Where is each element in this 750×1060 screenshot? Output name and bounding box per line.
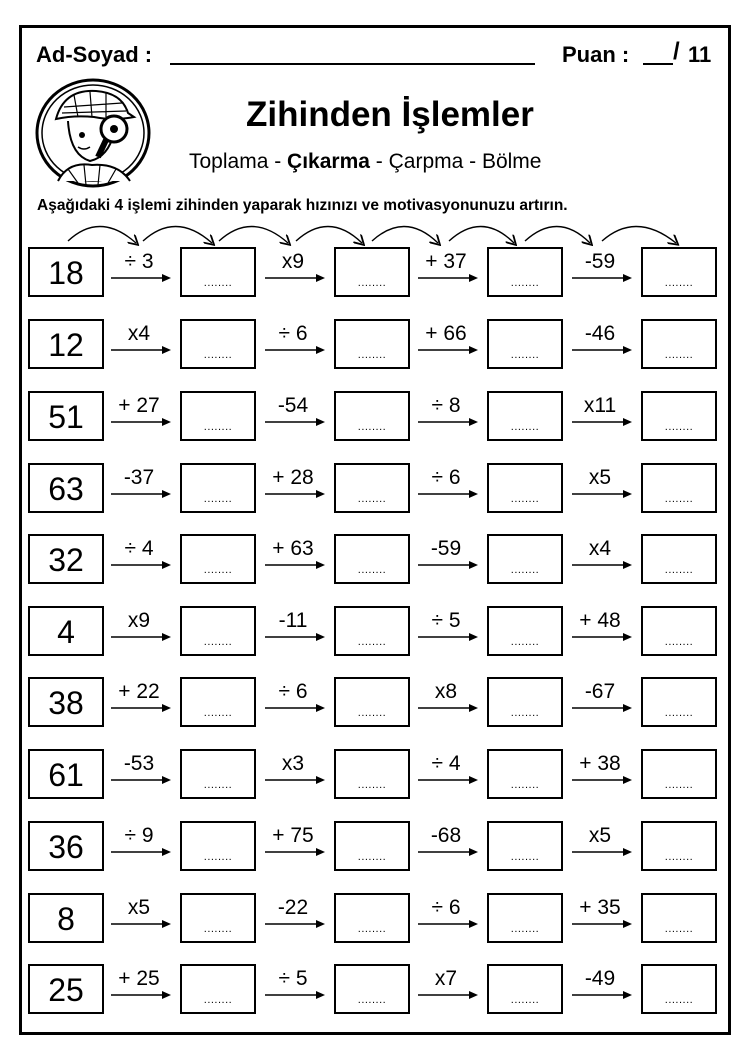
answer-placeholder: ........ [510,707,540,719]
right-arrow-icon [571,989,633,1001]
operation-label: ÷ 6 [431,466,461,489]
score-input-line[interactable] [643,63,673,65]
score-slash: / [673,38,680,65]
right-arrow-icon [417,918,479,930]
answer-placeholder: ........ [664,636,694,648]
answer-placeholder: ........ [357,636,387,648]
answer-box[interactable] [334,319,410,369]
right-arrow-icon [571,344,633,356]
answer-placeholder: ........ [203,421,233,433]
score-max: 11 [688,42,712,67]
answer-placeholder: ........ [510,349,540,361]
answer-box[interactable] [487,964,563,1014]
answer-placeholder: ........ [664,779,694,791]
exercise-row [0,893,750,945]
answer-box[interactable] [487,534,563,584]
answer-box[interactable] [641,319,717,369]
right-arrow-icon [417,702,479,714]
right-arrow-icon [264,416,326,428]
answer-placeholder: ........ [203,277,233,289]
operation-label: -53 [123,752,155,775]
name-label: Ad-Soyad : [36,42,153,67]
operation-label: x5 [588,824,612,847]
answer-box[interactable] [334,964,410,1014]
operation-label: x9 [127,609,151,632]
right-arrow-icon [264,272,326,284]
answer-box[interactable] [487,319,563,369]
answer-box[interactable] [641,893,717,943]
right-arrow-icon [571,846,633,858]
answer-placeholder: ........ [357,349,387,361]
answer-placeholder: ........ [510,636,540,648]
answer-box[interactable] [487,677,563,727]
answer-placeholder: ........ [203,349,233,361]
right-arrow-icon [110,344,172,356]
exercise-row [0,749,750,801]
start-number: 25 [28,964,104,1014]
answer-box[interactable] [180,391,256,441]
exercise-row [0,534,750,586]
answer-box[interactable] [334,606,410,656]
answer-box[interactable] [334,247,410,297]
start-number: 18 [28,247,104,297]
exercise-row [0,964,750,1016]
operation-label: + 35 [579,896,621,919]
operation-label: x4 [588,537,612,560]
answer-placeholder: ........ [203,923,233,935]
right-arrow-icon [571,488,633,500]
operation-label: -11 [278,609,308,632]
operation-label: + 22 [118,680,160,703]
right-arrow-icon [417,344,479,356]
operation-label: -46 [584,322,616,345]
operation-label: + 27 [118,394,160,417]
answer-box[interactable] [487,749,563,799]
exercise-row [0,677,750,729]
operation-label: -37 [123,466,155,489]
answer-placeholder: ........ [357,779,387,791]
answer-box[interactable] [487,391,563,441]
exercise-row [0,463,750,515]
operation-label: x3 [281,752,305,775]
right-arrow-icon [110,488,172,500]
answer-box[interactable] [334,821,410,871]
answer-placeholder: ........ [357,421,387,433]
operation-label: -59 [584,250,616,273]
right-arrow-icon [264,846,326,858]
right-arrow-icon [571,702,633,714]
right-arrow-icon [110,774,172,786]
operation-label: x8 [434,680,458,703]
operation-label: + 28 [272,466,314,489]
start-number: 4 [28,606,104,656]
operation-label: ÷ 9 [124,824,154,847]
operation-label: x5 [127,896,151,919]
operation-label: ÷ 4 [431,752,461,775]
right-arrow-icon [110,918,172,930]
operation-label: + 75 [272,824,314,847]
right-arrow-icon [110,416,172,428]
start-number: 32 [28,534,104,584]
answer-box[interactable] [180,964,256,1014]
operation-label: -59 [430,537,462,560]
operation-label: + 25 [118,967,160,990]
right-arrow-icon [264,559,326,571]
answer-box[interactable] [641,677,717,727]
subtitle-part-3: - Çarpma - Bölme [369,150,542,173]
answer-box[interactable] [487,893,563,943]
right-arrow-icon [417,272,479,284]
operation-label: ÷ 6 [278,680,308,703]
answer-placeholder: ........ [203,493,233,505]
operation-label: x9 [281,250,305,273]
operation-label: ÷ 6 [431,896,461,919]
answer-box[interactable] [180,749,256,799]
right-arrow-icon [110,631,172,643]
exercise-row [0,247,750,299]
right-arrow-icon [571,559,633,571]
start-number: 63 [28,463,104,513]
right-arrow-icon [110,989,172,1001]
answer-box[interactable] [180,463,256,513]
right-arrow-icon [110,846,172,858]
operation-label: x11 [583,394,617,417]
answer-placeholder: ........ [664,277,694,289]
right-arrow-icon [264,631,326,643]
operation-label: + 66 [425,322,467,345]
right-arrow-icon [264,918,326,930]
answer-placeholder: ........ [510,277,540,289]
right-arrow-icon [264,702,326,714]
answer-box[interactable] [180,821,256,871]
right-arrow-icon [264,774,326,786]
right-arrow-icon [417,488,479,500]
exercise-row [0,821,750,873]
right-arrow-icon [571,631,633,643]
answer-box[interactable] [180,247,256,297]
answer-placeholder: ........ [664,564,694,576]
answer-box[interactable] [180,319,256,369]
name-input-line[interactable] [170,63,535,65]
answer-placeholder: ........ [510,851,540,863]
page-subtitle [189,150,541,174]
operation-label: x4 [127,322,151,345]
answer-box[interactable] [641,534,717,584]
answer-box[interactable] [641,247,717,297]
right-arrow-icon [571,416,633,428]
answer-placeholder: ........ [203,564,233,576]
answer-box[interactable] [487,606,563,656]
start-number: 8 [28,893,104,943]
answer-box[interactable] [180,534,256,584]
answer-placeholder: ........ [203,779,233,791]
right-arrow-icon [417,989,479,1001]
answer-placeholder: ........ [664,994,694,1006]
exercise-row [0,391,750,443]
start-number: 36 [28,821,104,871]
operation-label: ÷ 3 [124,250,154,273]
answer-box[interactable] [334,749,410,799]
start-number: 51 [28,391,104,441]
start-number: 61 [28,749,104,799]
answer-box[interactable] [641,391,717,441]
answer-placeholder: ........ [357,564,387,576]
answer-placeholder: ........ [664,851,694,863]
right-arrow-icon [417,774,479,786]
answer-placeholder: ........ [357,277,387,289]
operation-label: x7 [434,967,458,990]
answer-box[interactable] [487,821,563,871]
answer-placeholder: ........ [664,493,694,505]
operation-label: + 63 [272,537,314,560]
right-arrow-icon [417,846,479,858]
exercise-row [0,606,750,658]
answer-box[interactable] [334,677,410,727]
operation-label: ÷ 5 [431,609,461,632]
right-arrow-icon [264,344,326,356]
score-label: Puan : [562,42,630,67]
answer-box[interactable] [334,534,410,584]
answer-box[interactable] [180,677,256,727]
answer-box[interactable] [487,463,563,513]
operation-label: + 37 [425,250,467,273]
answer-placeholder: ........ [357,851,387,863]
exercise-row [0,319,750,371]
answer-placeholder: ........ [510,779,540,791]
answer-placeholder: ........ [203,994,233,1006]
operation-label: -67 [584,680,616,703]
instruction-text: Aşağıdaki 4 işlemi zihinden yaparak hızınızı ve motivasyonunuzu artırın. [37,197,568,214]
answer-placeholder: ........ [664,349,694,361]
operation-label: ÷ 8 [431,394,461,417]
answer-placeholder: ........ [203,636,233,648]
operation-label: x5 [588,466,612,489]
start-number: 38 [28,677,104,727]
right-arrow-icon [571,918,633,930]
right-arrow-icon [264,488,326,500]
answer-box[interactable] [641,606,717,656]
right-arrow-icon [110,272,172,284]
answer-placeholder: ........ [510,994,540,1006]
answer-box[interactable] [641,749,717,799]
subtitle-part-1: Toplama - [189,150,288,173]
right-arrow-icon [417,631,479,643]
answer-box[interactable] [180,893,256,943]
subtitle-part-2: Çıkarma [287,150,370,173]
answer-placeholder: ........ [357,923,387,935]
detective-with-magnifier-icon [34,77,152,189]
right-arrow-icon [417,416,479,428]
answer-placeholder: ........ [510,923,540,935]
right-arrow-icon [571,774,633,786]
answer-placeholder: ........ [357,994,387,1006]
operation-label: + 48 [579,609,621,632]
answer-box[interactable] [641,821,717,871]
right-arrow-icon [417,559,479,571]
answer-box[interactable] [334,391,410,441]
right-arrow-icon [264,989,326,1001]
start-number: 12 [28,319,104,369]
operation-label: ÷ 4 [124,537,154,560]
answer-box[interactable] [334,893,410,943]
right-arrow-icon [110,702,172,714]
answer-placeholder: ........ [510,564,540,576]
answer-box[interactable] [334,463,410,513]
answer-placeholder: ........ [664,421,694,433]
answer-box[interactable] [487,247,563,297]
answer-placeholder: ........ [203,707,233,719]
operation-label: ÷ 5 [278,967,308,990]
answer-box[interactable] [641,964,717,1014]
answer-box[interactable] [641,463,717,513]
answer-placeholder: ........ [203,851,233,863]
answer-placeholder: ........ [357,707,387,719]
answer-placeholder: ........ [510,421,540,433]
operation-label: -54 [277,394,309,417]
right-arrow-icon [110,559,172,571]
answer-placeholder: ........ [510,493,540,505]
answer-placeholder: ........ [357,493,387,505]
answer-placeholder: ........ [664,707,694,719]
operation-label: ÷ 6 [278,322,308,345]
page-title: Zihinden İşlemler [246,95,534,134]
operation-label: + 38 [579,752,621,775]
right-arrow-icon [571,272,633,284]
operation-label: -22 [277,896,309,919]
operation-label: -68 [430,824,462,847]
operation-label: -49 [584,967,616,990]
answer-box[interactable] [180,606,256,656]
answer-placeholder: ........ [664,923,694,935]
